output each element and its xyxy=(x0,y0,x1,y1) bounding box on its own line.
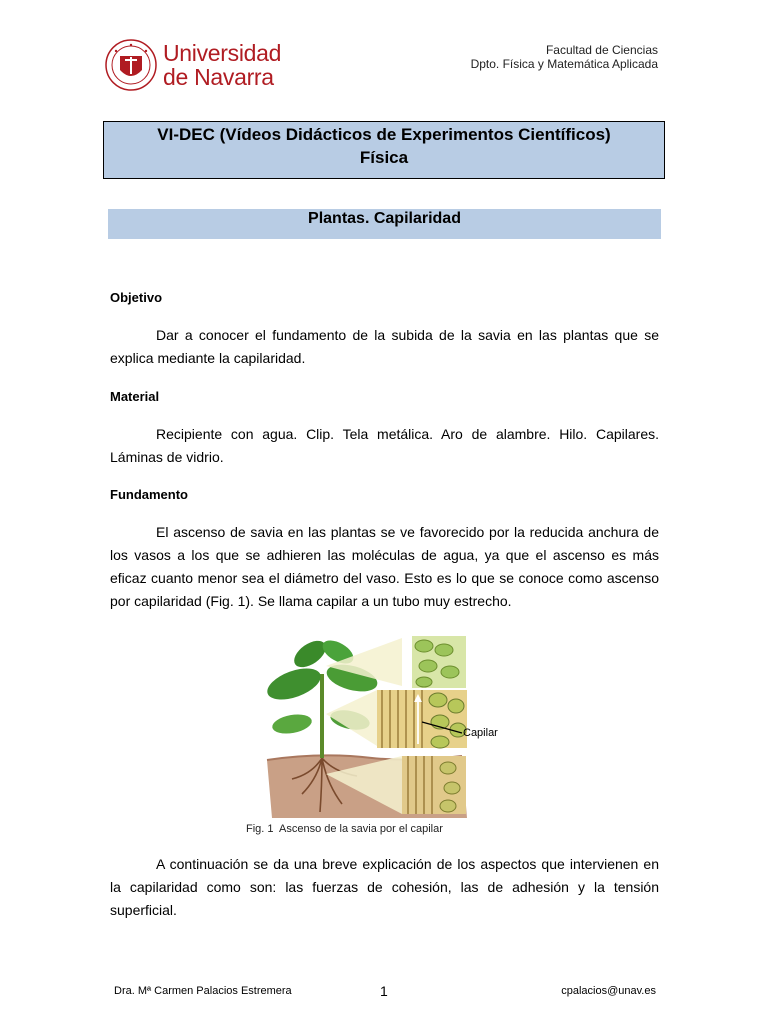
document-title: VI-DEC (Vídeos Didácticos de Experimentos Científicos) xyxy=(157,125,611,144)
section-heading-material: Material xyxy=(110,389,160,404)
experiment-title: Plantas. Capilaridad xyxy=(308,210,461,227)
paragraph-material: Recipiente con agua. Clip. Tela metálica. Aro de alambre. Hilo. Capilares. Láminas de vidrio. xyxy=(110,426,659,465)
department-name: Dpto. Física y Matemática Aplicada xyxy=(470,57,658,71)
document-title-box xyxy=(103,121,665,179)
faculty-info xyxy=(471,43,658,71)
paragraph-fundamento: El ascenso de savia en las plantas se ve favorecido por la reducida anchura de los vasos a los que se adhieren las moléculas de agua, ya que el ascenso es más eficaz cuanto menor sea el diámetro del vaso. Esto es lo que se conoce como ascenso por capilaridad (Fig. 1). Se llama capilar a un tubo muy estrecho. xyxy=(110,524,659,609)
university-seal-icon xyxy=(104,36,158,94)
section-heading-fundamento: Fundamento xyxy=(110,487,188,502)
plant-capillarity-figure xyxy=(262,634,512,818)
logo-text-line2: de Navarra xyxy=(163,64,274,90)
figure-label-capilar: Capilar xyxy=(463,727,498,739)
experiment-title-box xyxy=(108,209,661,239)
paragraph-objetivo: Dar a conocer el fundamento de la subida de la savia en las plantas que se explica mediante la capilaridad. xyxy=(110,327,659,366)
page-number: 1 xyxy=(380,983,388,999)
footer-author: Dra. Mª Carmen Palacios Estremera xyxy=(114,985,292,997)
section-heading-objetivo: Objetivo xyxy=(110,290,163,305)
footer-email[interactable]: cpalacios@unav.es xyxy=(561,985,656,997)
paragraph-continuacion: A continuación se da una breve explicación de los aspectos que intervienen en la capilaridad como son: las fuerzas de cohesión, las de adhesión y la tensión superficial. xyxy=(110,856,659,918)
logo-text-line1: Universidad xyxy=(163,40,282,66)
university-logo xyxy=(104,36,282,94)
faculty-name: Facultad de Ciencias xyxy=(545,43,658,57)
document-subject: Física xyxy=(359,148,409,167)
figure-caption: Fig. 1 Ascenso de la savia por el capilar xyxy=(246,823,443,835)
